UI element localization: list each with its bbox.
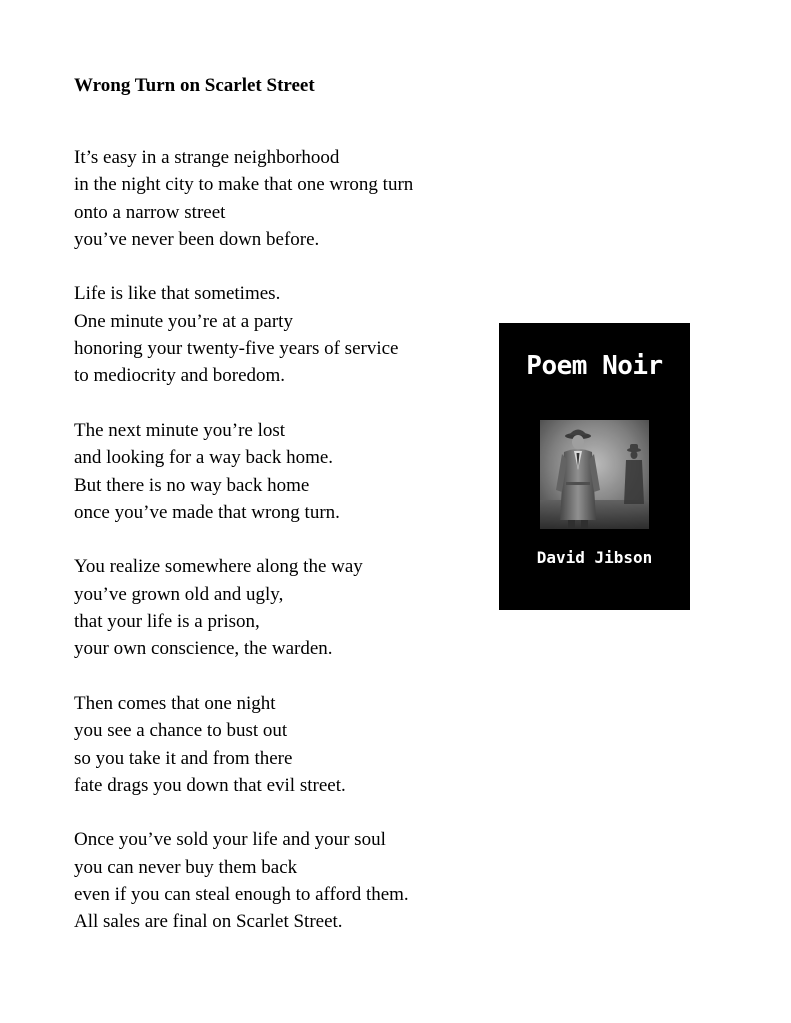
stanza-2 bbox=[74, 280, 474, 389]
poem-line: once you’ve made that wrong turn. bbox=[74, 501, 340, 523]
poem-line: in the night city to make that one wrong turn bbox=[74, 174, 414, 196]
stanza-1 bbox=[74, 144, 474, 253]
poem-body bbox=[74, 144, 474, 963]
book-cover-author: David Jibson bbox=[536, 548, 653, 567]
stanza-5 bbox=[74, 690, 474, 799]
poem-line: One minute you’re at a party bbox=[74, 310, 293, 332]
poem-line: But there is no way back home bbox=[74, 474, 310, 496]
poem-line: you’ve never been down before. bbox=[74, 228, 320, 250]
poem-line: you see a chance to bust out bbox=[74, 720, 288, 742]
stanza-6 bbox=[74, 826, 474, 935]
poem-line: you can never buy them back bbox=[74, 856, 298, 878]
poem-line: Life is like that sometimes. bbox=[74, 283, 281, 305]
poem-line: All sales are final on Scarlet Street. bbox=[74, 911, 343, 933]
book-cover-image bbox=[499, 323, 690, 610]
poem-line: honoring your twenty-five years of service bbox=[74, 338, 399, 360]
stanza-4 bbox=[74, 553, 474, 662]
poem-line: Then comes that one night bbox=[74, 692, 276, 714]
poem-line: fate drags you down that evil street. bbox=[74, 774, 346, 796]
poem-line: You realize somewhere along the way bbox=[74, 556, 363, 578]
poem-line: Once you’ve sold your life and your soul bbox=[74, 829, 386, 851]
poem-line: you’ve grown old and ugly, bbox=[74, 583, 284, 605]
poem-line: to mediocrity and boredom. bbox=[74, 365, 286, 387]
poem-line: onto a narrow street bbox=[74, 201, 226, 223]
poem-title: Wrong Turn on Scarlet Street bbox=[74, 75, 315, 96]
cover-photo bbox=[540, 420, 649, 529]
poem-line: your own conscience, the warden. bbox=[74, 638, 333, 660]
poem-line: The next minute you’re lost bbox=[74, 419, 286, 441]
poem-line: It’s easy in a strange neighborhood bbox=[74, 147, 340, 168]
noir-figures-illustration bbox=[540, 420, 649, 529]
poem-line: so you take it and from there bbox=[74, 747, 293, 769]
book-cover-title: Poem Noir bbox=[526, 351, 663, 381]
poem-line: and looking for a way back home. bbox=[74, 447, 334, 469]
stanza-3 bbox=[74, 417, 474, 526]
poem-line: that your life is a prison, bbox=[74, 611, 260, 633]
poem-line: even if you can steal enough to afford them. bbox=[74, 884, 409, 906]
